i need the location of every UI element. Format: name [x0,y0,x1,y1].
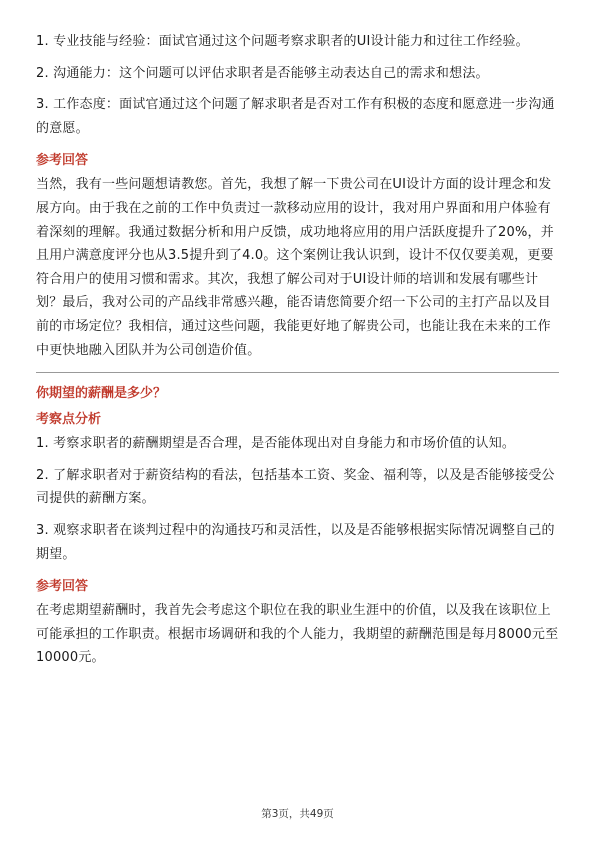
analysis-item: 2. 了解求职者对于薪资结构的看法，包括基本工资、奖金、福利等，以及是否能够接受公司提供的薪酬方案。 [36,467,555,507]
analysis-heading: 考察点分析 [36,412,102,428]
question-title: 你期望的薪酬是多少？ [36,386,167,402]
analysis-item: 3. 观察求职者在谈判过程中的沟通技巧和灵活性，以及是否能够根据实际情况调整自己的期望。 [36,522,555,562]
analysis-item: 2. 沟通能力：这个问题可以评估求职者是否能够主动表达自己的需求和想法。 [36,65,489,81]
analysis-list [36,30,559,140]
analysis-item: 1. 考察求职者的薪酬期望是否合理，是否能体现出对自身能力和市场价值的认知。 [36,436,516,452]
page-number: 第3页，共49页 [261,808,334,820]
answer-block [36,173,559,362]
analysis-item: 3. 工作态度：面试官通过这个问题了解求职者是否对工作有积极的态度和愿意进一步沟通的意愿。 [36,97,555,136]
answer-text: 在考虑期望薪酬时，我首先会考虑这个职位在我的职业生涯中的价值，以及我在该职位上可能承担的工作职责。根据市场调研和我的个人能力，我期望的薪酬范围是每月8000元至10000元。 [36,603,559,666]
answer-block [36,599,559,670]
section-divider [36,372,559,373]
answer-text: 当然，我有一些问题想请教您。首先，我想了解一下贵公司在UI设计方面的设计理念和发展方向。由于我在之前的工作中负责过一款移动应用的设计，我对用户界面和用户体验有着深刻的理解。我通过数据分析和用户反馈，成功地将应用的用户活跃度提升了20%，并且用户满意度评分也从3.5提升到了4.0。这个案例让我认识到，设计不仅仅要美观，更要符合用户的使用习惯和需求。其次，我想了解公司对于UI设计师的培训和发展有哪些计划？最后，我对公司的产品线非常感兴趣，能否请您简要介绍一下公司的主打产品以及目前的市场定位？我相信，通过这些问题，我能更好地了解贵公司，也能让我在未来的工作中更快地融入团队并为公司创造价值。 [36,177,554,358]
analysis-item: 1. 专业技能与经验：面试官通过这个问题考察求职者的UI设计能力和过往工作经验。 [36,34,529,49]
document-page [36,30,559,670]
answer-heading: 参考回答 [36,153,89,169]
answer-heading: 参考回答 [36,579,89,595]
analysis-list [36,432,559,566]
